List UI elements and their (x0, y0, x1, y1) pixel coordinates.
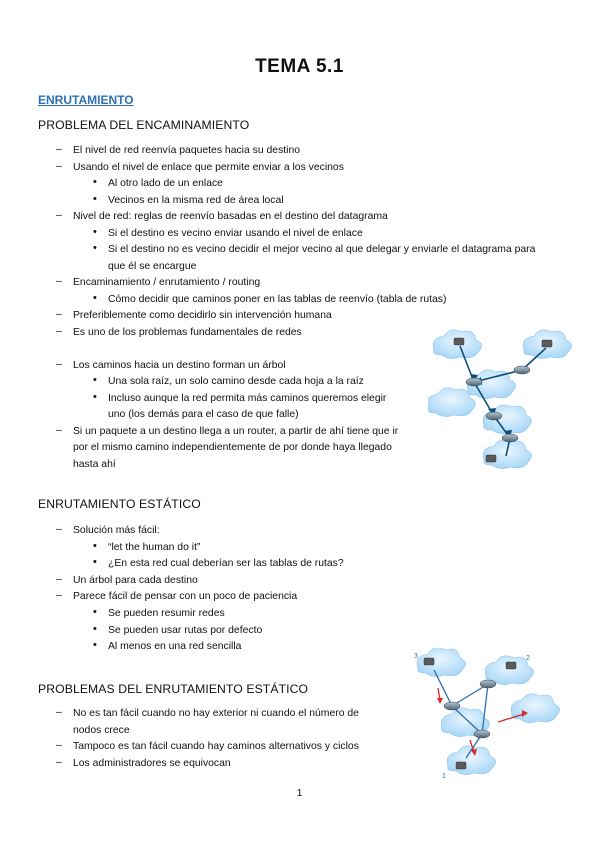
page-number: 1 (296, 787, 303, 799)
list-item: Solución más fácil: (73, 525, 160, 536)
router-icon (486, 412, 502, 420)
cloud-shape (511, 694, 559, 723)
dash-marker: – (56, 325, 62, 337)
dash-marker: – (56, 756, 62, 768)
list-item: Es uno de los problemas fundamentales de redes (73, 326, 302, 338)
bullet-marker: • (93, 606, 97, 618)
router-icon (514, 366, 530, 374)
bullet-marker: • (93, 639, 97, 652)
list-item: Si un paquete a un destino llega a un router, a partir de ahí tiene que ir (73, 425, 399, 437)
section-title-problemas-enrutamiento-estatico: PROBLEMAS DEL ENRUTAMIENTO ESTÁTICO (38, 682, 309, 696)
section-title-enrutamiento-estatico: ENRUTAMIENTO ESTÁTICO (38, 497, 201, 511)
node-label-3: 3 (414, 653, 418, 660)
bullet-marker: • (93, 390, 97, 403)
list-item: Al menos en una red sencilla (108, 641, 242, 653)
list-item: No es tan fácil cuando no hay exterior ni cuando el número de (73, 708, 359, 719)
list-item: Si el destino es vecino enviar usando el nivel de enlace (108, 227, 363, 239)
computer-icon (542, 340, 552, 347)
list-item: Un árbol para cada destino (73, 574, 198, 586)
computer-icon (454, 338, 464, 345)
list-item: por el mismo camino independientemente de por donde haya llegado (73, 442, 392, 453)
section-title-problema-encaminamiento: PROBLEMA DEL ENCAMINAMIENTO (38, 118, 250, 132)
dash-marker: – (56, 358, 62, 370)
list-item: Cómo decidir que caminos poner en las tablas de reenvío (tabla de rutas) (108, 293, 447, 305)
computer-icon (456, 762, 466, 769)
list-item: uno (los demás para el caso de que falle) (108, 409, 299, 420)
list-item: Parece fácil de pensar con un poco de paciencia (73, 591, 298, 603)
dash-marker: – (56, 424, 62, 436)
router-icon (502, 434, 518, 442)
router-icon (466, 378, 482, 386)
list-item: hasta ahí (73, 458, 116, 470)
page-title: TEMA 5.1 (255, 56, 344, 77)
list-item: Los administradores se equivocan (73, 757, 231, 769)
node-label-1: 1 (442, 773, 446, 780)
bullet-marker: • (93, 242, 97, 254)
bullet-marker: • (93, 539, 97, 552)
bullet-marker: • (93, 556, 97, 569)
list-item: Incluso aunque la red permita más caminos queremos elegir (108, 392, 387, 404)
list-item: Al otro lado de un enlace (108, 178, 223, 189)
list-item: Nivel de red: reglas de reenvío basadas en el destino del datagrama (73, 211, 388, 222)
dash-marker: – (56, 309, 62, 320)
list-item: Los caminos hacia un destino forman un árbol (73, 359, 286, 371)
dash-marker: – (56, 160, 62, 172)
bullet-marker: • (93, 192, 97, 205)
list-item: Si el destino no es vecino decidir el mejor vecino al que delegar y enviarle el datagrama para (108, 244, 536, 255)
static-routing-diagram (412, 648, 582, 782)
bullet-marker: • (93, 622, 97, 635)
bullet-marker: • (93, 225, 97, 238)
list-item: Una sola raíz, un solo camino desde cada hoja a la raíz (108, 376, 364, 387)
bullet-marker: • (93, 374, 97, 386)
list-item: Usando el nivel de enlace que permite enviar a los vecinos (73, 161, 344, 173)
list-item: Encaminamiento / enrutamiento / routing (73, 277, 261, 288)
dash-marker: – (56, 573, 62, 585)
list-item: Se pueden resumir redes (108, 608, 225, 619)
router-icon (474, 730, 490, 738)
list-item: ¿En esta red cual deberían ser las tablas de rutas? (108, 558, 344, 570)
list-item: Tampoco es tan fácil cuando hay caminos alternativos y ciclos (73, 741, 359, 753)
section-link-enrutamiento[interactable]: ENRUTAMIENTO (38, 93, 134, 107)
dash-marker: – (56, 210, 62, 221)
list-item: Vecinos en la misma red de área local (108, 194, 284, 206)
dash-marker: – (56, 707, 62, 718)
cloud-shape (483, 440, 531, 469)
router-icon (444, 702, 460, 710)
computer-icon (486, 455, 496, 462)
dash-marker: – (56, 524, 62, 535)
list-item: nodos crece (73, 724, 130, 736)
dash-marker: – (56, 276, 62, 287)
dash-marker: – (56, 740, 62, 752)
bullet-marker: • (93, 176, 97, 188)
routing-tree-diagram (428, 320, 584, 478)
dash-marker: – (56, 590, 62, 602)
list-item: El nivel de red reenvía paquetes hacia su destino (73, 145, 301, 156)
computer-icon (424, 658, 434, 665)
bullet-marker: • (93, 291, 97, 304)
node-label-2: 2 (526, 655, 530, 662)
computer-icon (506, 662, 516, 669)
dash-marker: – (56, 144, 62, 155)
list-item: que él se encargue (108, 260, 197, 272)
list-item: “let the human do it” (108, 541, 201, 553)
list-item: Preferiblemente como decidirlo sin intervención humana (73, 310, 332, 321)
list-item: Se pueden usar rutas por defecto (108, 624, 263, 636)
router-icon (480, 680, 496, 688)
